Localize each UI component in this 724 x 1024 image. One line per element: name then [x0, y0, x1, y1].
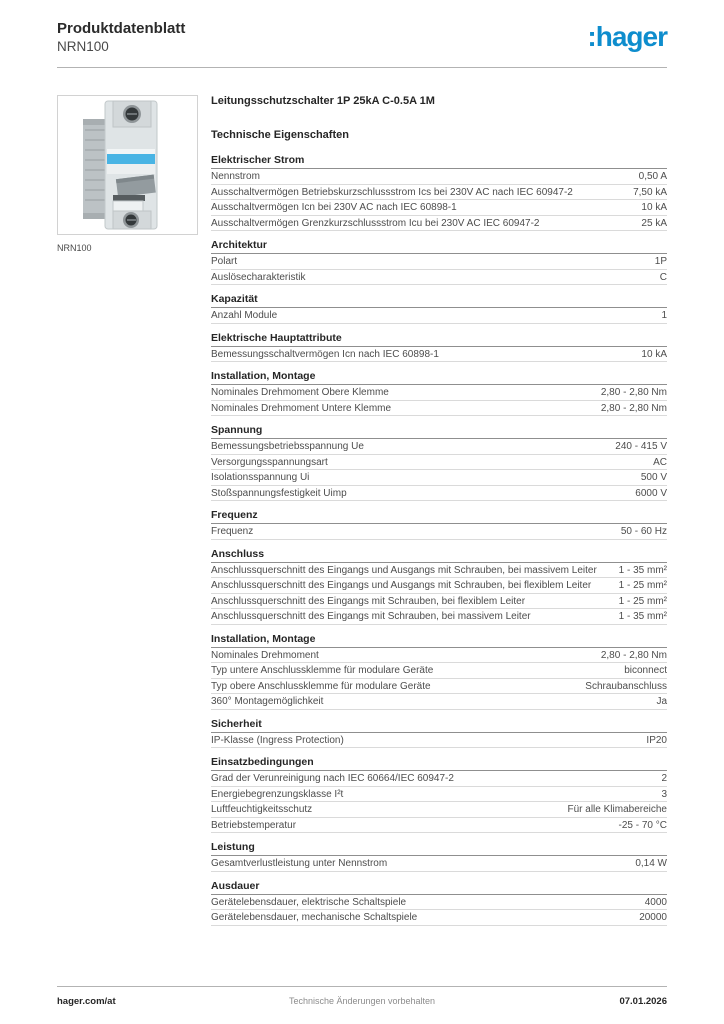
spec-label: Ausschaltvermögen Betriebskurzschlussstrom Ics bei 230V AC nach IEC 60947-2 [211, 186, 573, 198]
spec-label: Gesamtverlustleistung unter Nennstrom [211, 858, 388, 869]
spec-value: 6000 V [635, 487, 667, 499]
spec-value: 4000 [644, 896, 667, 908]
spec-row [211, 679, 667, 695]
spec-section-title: Elektrische Hauptattribute [211, 332, 667, 347]
spec-label: Anschlussquerschnitt des Eingangs mit Schrauben, bei flexiblem Leiter [211, 595, 526, 607]
spec-section [211, 370, 667, 416]
spec-row [211, 802, 667, 818]
spec-value: 20000 [639, 912, 667, 923]
main-content [0, 68, 724, 934]
spec-section-title: Spannung [211, 424, 667, 439]
spec-row [211, 470, 667, 486]
spec-label: Bemessungsschaltvermögen Icn nach IEC 60898-1 [211, 348, 439, 360]
spec-label: Nominales Drehmoment Untere Klemme [211, 402, 392, 414]
spec-label: Anschlussquerschnitt des Eingangs und Ausgangs mit Schrauben, bei flexiblem Leiter [211, 580, 592, 591]
spec-value: 1 - 25 mm² [618, 595, 667, 607]
spec-section [211, 154, 667, 231]
spec-value: 2,80 - 2,80 Nm [600, 387, 667, 398]
section-rows [211, 524, 667, 540]
hager-logo: :hager [587, 21, 667, 52]
spec-value: Schraubanschluss [585, 680, 667, 692]
footer-disclaimer: Technische Änderungen vorbehalten [288, 996, 436, 1006]
spec-label: Ausschaltvermögen Icn bei 230V AC nach IEC 60898-1 [211, 202, 457, 213]
footer-date: 07.01.2026 [619, 996, 667, 1007]
spec-label: Auslösecharakteristik [211, 271, 306, 283]
spec-row [211, 385, 667, 401]
product-image-frame [57, 95, 198, 235]
spec-value: 2 [661, 773, 667, 784]
spec-value: 240 - 415 V [615, 441, 667, 452]
section-rows [211, 169, 667, 231]
page-header [0, 0, 724, 55]
spec-value: 0,14 W [635, 858, 667, 869]
spec-value: AC [653, 456, 667, 468]
spec-row [211, 609, 667, 625]
spec-label: Nominales Drehmoment [211, 649, 319, 661]
spec-section-title: Einsatzbedingungen [211, 756, 667, 771]
spec-row [211, 910, 667, 926]
spec-value: 50 - 60 Hz [620, 526, 667, 537]
spec-section-title: Elektrischer Strom [211, 154, 667, 169]
spec-section-title: Leistung [211, 841, 667, 856]
spec-value: 1P [654, 256, 667, 267]
mcb-product-image [73, 99, 183, 231]
spec-value: 7,50 kA [633, 186, 667, 198]
spec-value: Für alle Klimabereiche [567, 804, 667, 815]
spec-value: biconnect [624, 665, 667, 676]
section-rows [211, 308, 667, 324]
spec-section-title: Architektur [211, 239, 667, 254]
header-title-block [57, 20, 185, 55]
spec-section [211, 293, 667, 324]
spec-section-title: Installation, Montage [211, 370, 667, 385]
spec-section [211, 332, 667, 363]
spec-row [211, 200, 667, 216]
spec-value: -25 - 70 °C [618, 819, 667, 831]
spec-row [211, 216, 667, 232]
spec-value: 10 kA [641, 348, 667, 360]
spec-label: Bemessungsbetriebsspannung Ue [211, 441, 364, 452]
section-rows [211, 254, 667, 285]
tech-characteristics-heading: Technische Eigenschaften [211, 129, 349, 141]
spec-label: 360° Montagemöglichkeit [211, 696, 324, 707]
spec-section [211, 718, 667, 749]
spec-sections [211, 154, 667, 926]
spec-row [211, 663, 667, 679]
spec-row [211, 254, 667, 270]
section-rows [211, 733, 667, 749]
spec-label: Luftfeuchtigkeitsschutz [211, 804, 313, 815]
product-image-column [57, 95, 198, 934]
spec-row [211, 578, 667, 594]
spec-row [211, 771, 667, 787]
spec-label: Gerätelebensdauer, mechanische Schaltspiele [211, 912, 418, 923]
spec-label: Typ untere Anschlussklemme für modulare Geräte [211, 665, 434, 676]
spec-row [211, 486, 667, 502]
spec-section [211, 633, 667, 710]
spec-row [211, 563, 667, 579]
spec-label: Frequenz [211, 526, 254, 537]
spec-value: C [659, 271, 667, 283]
spec-row [211, 694, 667, 710]
document-title: Produktdatenblatt [57, 20, 186, 37]
spec-section-title: Kapazität [211, 293, 667, 308]
spec-label: IP-Klasse (Ingress Protection) [211, 734, 344, 746]
spec-section-title: Anschluss [211, 548, 667, 563]
spec-section-title: Frequenz [211, 509, 667, 524]
spec-row [211, 818, 667, 834]
spec-row [211, 347, 667, 363]
spec-row [211, 787, 667, 803]
product-title: Leitungsschutzschalter 1P 25kA C-0.5A 1M [211, 95, 435, 107]
spec-row [211, 455, 667, 471]
spec-value: 2,80 - 2,80 Nm [600, 402, 667, 414]
spec-section [211, 509, 667, 540]
spec-row [211, 169, 667, 185]
section-rows [211, 771, 667, 833]
spec-value: 3 [661, 788, 667, 800]
spec-section [211, 239, 667, 285]
spec-row [211, 401, 667, 417]
section-rows [211, 385, 667, 416]
spec-label: Ausschaltvermögen Grenzkurzschlussstrom Icu bei 230V AC IEC 60947-2 [211, 217, 540, 229]
spec-label: Versorgungsspannungsart [211, 456, 328, 468]
spec-row [211, 185, 667, 201]
spec-section [211, 548, 667, 625]
spec-value: 1 - 25 mm² [618, 580, 667, 591]
spec-row [211, 524, 667, 540]
spec-section-title: Sicherheit [211, 718, 667, 733]
spec-label: Grad der Verunreinigung nach IEC 60664/IEC 60947-2 [211, 773, 454, 784]
spec-value: 1 - 35 mm² [618, 564, 667, 576]
spec-label: Gerätelebensdauer, elektrische Schaltspiele [211, 896, 407, 908]
spec-row [211, 895, 667, 911]
spec-label: Nominales Drehmoment Obere Klemme [211, 387, 389, 398]
spec-label: Nennstrom [211, 171, 260, 182]
spec-section [211, 841, 667, 872]
spec-row [211, 594, 667, 610]
section-rows [211, 347, 667, 363]
spec-label: Polart [211, 256, 238, 267]
spec-label: Stoßspannungsfestigkeit Uimp [211, 487, 347, 499]
spec-label: Typ obere Anschlussklemme für modulare Geräte [211, 680, 431, 692]
spec-row [211, 270, 667, 286]
spec-row [211, 648, 667, 664]
spec-section-title: Installation, Montage [211, 633, 667, 648]
spec-value: 25 kA [641, 217, 667, 229]
spec-section-title: Ausdauer [211, 880, 667, 895]
spec-section [211, 424, 667, 501]
spec-value: 1 [661, 310, 667, 321]
footer-website: hager.com/at [57, 996, 116, 1007]
spec-value: 0,50 A [638, 171, 667, 182]
spec-label: Betriebstemperatur [211, 819, 297, 831]
page-footer [57, 986, 667, 1007]
spec-section [211, 756, 667, 833]
spec-label: Anschlussquerschnitt des Eingangs mit Schrauben, bei massivem Leiter [211, 611, 531, 622]
section-rows [211, 648, 667, 710]
spec-value: IP20 [646, 734, 667, 746]
spec-value: 2,80 - 2,80 Nm [600, 649, 667, 661]
spec-label: Isolationsspannung Ui [211, 472, 310, 483]
spec-row [211, 308, 667, 324]
spec-value: 500 V [640, 472, 667, 483]
section-rows [211, 856, 667, 872]
spec-section [211, 880, 667, 926]
spec-column [211, 95, 667, 934]
section-rows [211, 895, 667, 926]
product-image-caption: NRN100 [57, 243, 92, 253]
spec-row [211, 733, 667, 749]
spec-value: 10 kA [641, 202, 667, 213]
section-rows [211, 439, 667, 501]
spec-row [211, 856, 667, 872]
spec-label: Anschlussquerschnitt des Eingangs und Ausgangs mit Schrauben, bei massivem Leiter [211, 564, 597, 576]
product-reference: NRN100 [57, 39, 109, 54]
spec-label: Anzahl Module [211, 310, 278, 321]
section-rows [211, 563, 667, 625]
spec-value: 1 - 35 mm² [618, 611, 667, 622]
spec-label: Energiebegrenzungsklasse I²t [211, 788, 344, 800]
spec-value: Ja [656, 696, 667, 707]
spec-row [211, 439, 667, 455]
